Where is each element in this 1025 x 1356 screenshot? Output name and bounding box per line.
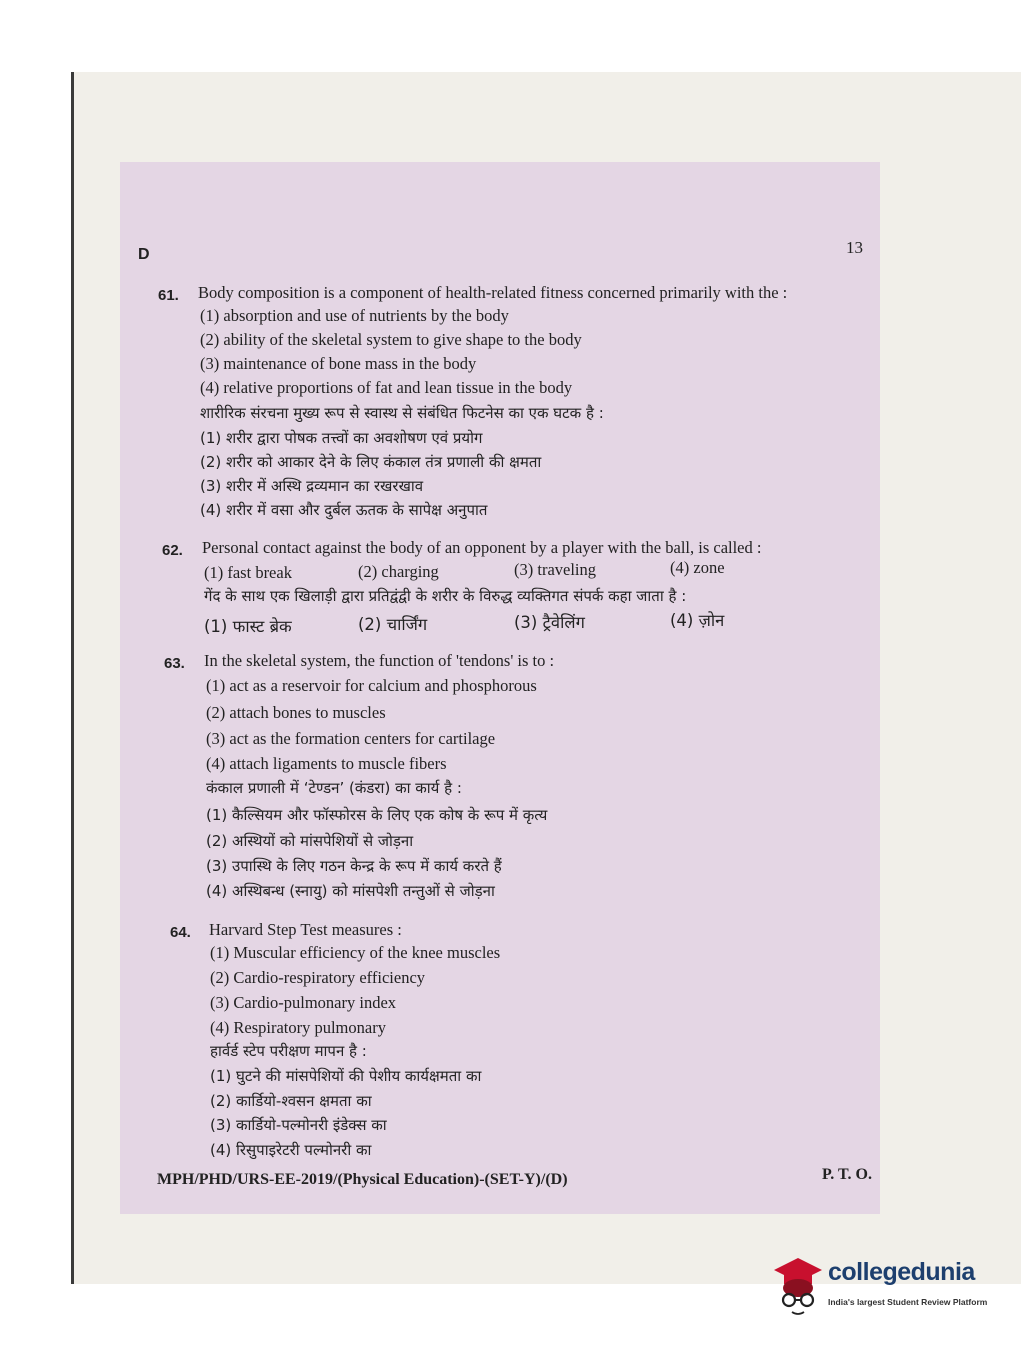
question-text-hi: कंकाल प्रणाली में ‘टेण्डन’ (कंडरा) का कार्य है :	[206, 779, 462, 797]
pto-label: P. T. O.	[822, 1166, 872, 1183]
option-hi: (2) चार्जिंग	[358, 615, 428, 634]
collegedunia-logo-icon	[770, 1252, 826, 1320]
brand-tagline: India's largest Student Review Platform	[828, 1297, 988, 1307]
question-number: 62.	[162, 542, 183, 559]
option-en: (4) attach ligaments to muscle fibers	[206, 754, 447, 773]
question-text-hi: गेंद के साथ एक खिलाड़ी द्वारा प्रतिद्वंद्वी के शरीर के विरुद्ध व्यक्तिगत संपर्क कहा जाता है :	[204, 587, 687, 605]
option-hi: (1) शरीर द्वारा पोषक तत्त्वों का अवशोषण एवं प्रयोग	[200, 429, 483, 447]
option-hi: (3) कार्डियो-पल्मोनरी इंडेक्स का	[210, 1116, 387, 1134]
option-en: (3) Cardio-pulmonary index	[210, 993, 397, 1012]
option-hi: (2) कार्डियो-श्वसन क्षमता का	[210, 1092, 372, 1110]
question-number: 63.	[164, 655, 185, 672]
option-hi: (3) उपास्थि के लिए गठन केन्द्र के रूप में कार्य करते हैं	[206, 857, 502, 875]
option-hi: (1) कैल्सियम और फॉस्फोरस के लिए एक कोष के रूप में कृत्य	[206, 806, 548, 824]
option-en: (1) absorption and use of nutrients by the body	[200, 306, 509, 325]
option-en: (2) Cardio-respiratory efficiency	[210, 968, 426, 987]
question-text-en: Personal contact against the body of an opponent by a player with the ball, is called :	[202, 538, 762, 557]
option-en: (1) Muscular efficiency of the knee muscles	[210, 943, 501, 962]
option-en: (2) ability of the skeletal system to give shape to the body	[200, 330, 582, 349]
question-number: 64.	[170, 924, 191, 941]
page-number: 13	[846, 238, 863, 257]
question-number: 61.	[158, 287, 179, 304]
option-en: (1) act as a reservoir for calcium and phosphorous	[206, 676, 537, 695]
brand-name: collegedunia	[828, 1258, 975, 1286]
page-edge-shadow	[71, 72, 74, 1284]
question-text-en: Body composition is a component of health-related fitness concerned primarily with the :	[198, 283, 788, 302]
option-en: (2) charging	[358, 562, 439, 581]
paper-code: MPH/PHD/URS-EE-2019/(Physical Education)-(SET-Y)/(D)	[157, 1171, 568, 1188]
option-en: (3) traveling	[514, 560, 597, 579]
option-hi: (3) ट्रैवेलिंग	[514, 613, 585, 632]
option-en: (4) relative proportions of fat and lean tissue in the body	[200, 378, 573, 397]
option-hi: (3) शरीर में अस्थि द्रव्यमान का रखरखाव	[200, 477, 424, 495]
option-en: (2) attach bones to muscles	[206, 703, 386, 722]
question-text-en: Harvard Step Test measures :	[209, 920, 402, 939]
option-hi: (2) शरीर को आकार देने के लिए कंकाल तंत्र प्रणाली की क्षमता	[200, 453, 542, 471]
option-en: (1) fast break	[204, 563, 292, 582]
option-hi: (4) रिसुपाइरेटरी पल्मोनरी का	[210, 1141, 372, 1159]
question-text-hi: शारीरिक संरचना मुख्य रूप से स्वास्थ से संबंधित फिटनेस का एक घटक है :	[200, 404, 604, 422]
question-text-en: In the skeletal system, the function of 'tendons' is to :	[204, 651, 555, 670]
option-hi: (4) शरीर में वसा और दुर्बल ऊतक के सापेक्ष अनुपात	[200, 501, 488, 519]
option-en: (4) zone	[670, 558, 725, 577]
option-hi: (1) फास्ट ब्रेक	[204, 617, 292, 636]
set-letter: D	[138, 246, 150, 263]
question-text-hi: हार्वर्ड स्टेप परीक्षण मापन है :	[210, 1042, 367, 1060]
option-hi: (4) अस्थिबन्ध (स्नायु) को मांसपेशी तन्तुओं से जोड़ना	[206, 882, 495, 900]
option-hi: (4) ज़ोन	[670, 611, 725, 630]
option-en: (3) maintenance of bone mass in the body	[200, 354, 477, 373]
option-hi: (1) घुटने की मांसपेशियों की पेशीय कार्यक्षमता का	[210, 1067, 482, 1085]
option-hi: (2) अस्थियों को मांसपेशियों से जोड़ना	[206, 832, 414, 850]
collegedunia-watermark	[770, 1252, 1000, 1320]
option-en: (4) Respiratory pulmonary	[210, 1018, 386, 1037]
option-en: (3) act as the formation centers for cartilage	[206, 729, 496, 748]
